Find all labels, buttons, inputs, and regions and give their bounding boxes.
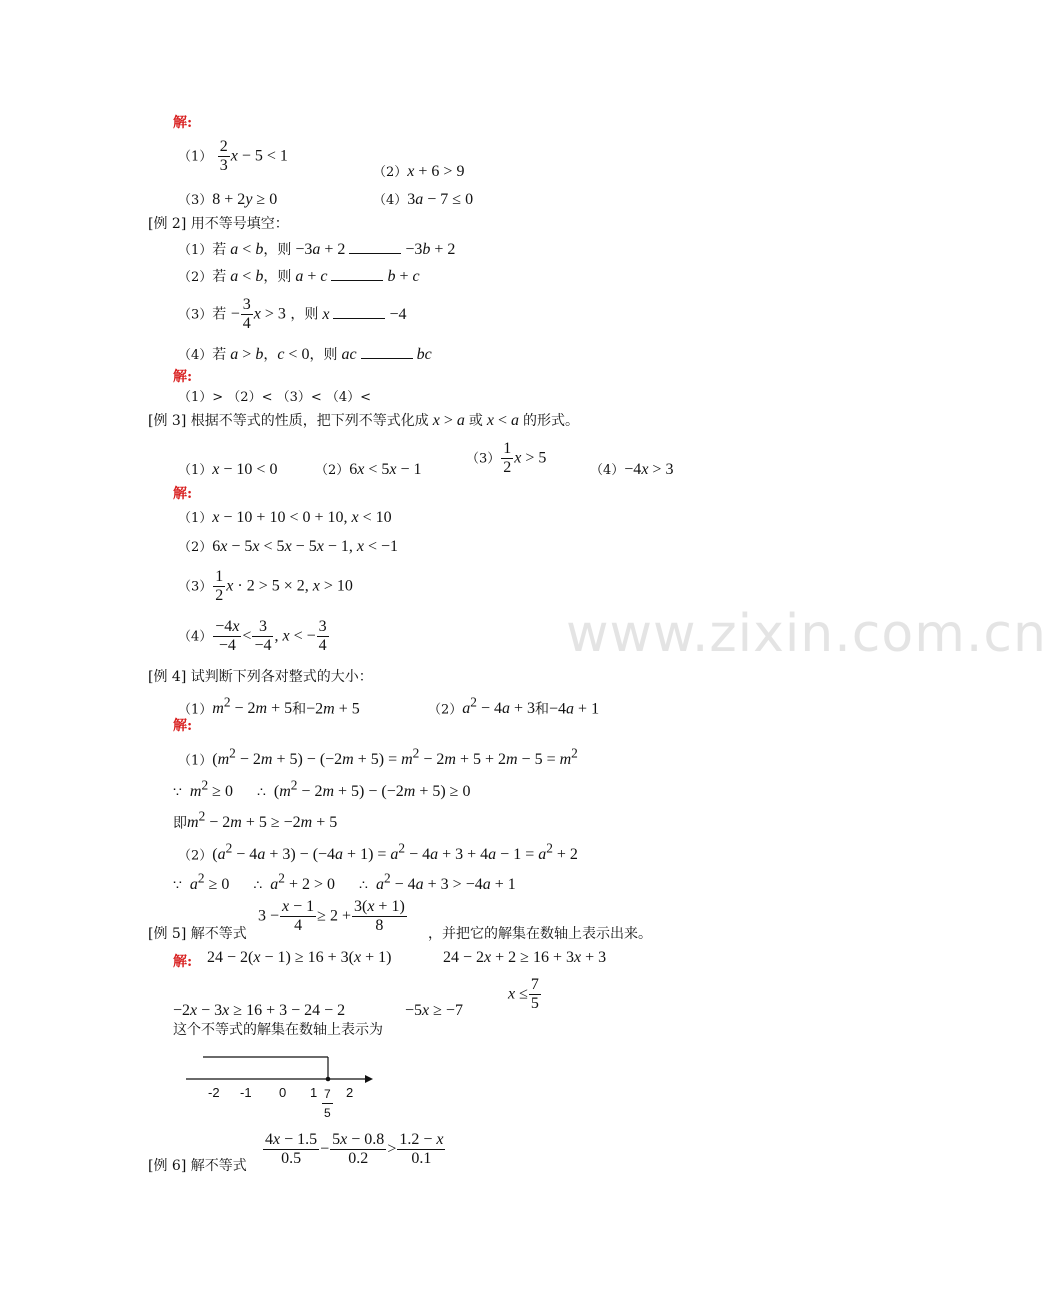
ex5-step-2: 24 − 2x + 2 ≥ 16 + 3x + 3: [443, 949, 607, 966]
ex6-inequality: $\frac{4x - 1.5}{0.5}$ − $\frac{5x - 0.8}{0.2}$ > $\frac{1.2 - x}{0.1}$: [265, 1131, 444, 1167]
tick-label: 2: [346, 1085, 354, 1100]
ex5-inequality: 3 − $\frac{x - 1}{4}$ ≥ 2 + $\frac{3(x + 1)}{8}$: [258, 898, 405, 934]
ex6-title: [例 6] 解不等式: [148, 1158, 247, 1174]
solution-label: 解:: [173, 115, 193, 131]
ex3-item-3: （3） $\frac{1}{2}$ x > 5: [466, 440, 547, 476]
tick-label: -2: [208, 1085, 220, 1100]
ex4-item-1: $(1)m^2 - 2m + 5$和−2m + 5: [178, 695, 360, 718]
ex5-title-end: ，并把它的解集在数轴上表示出来。: [428, 926, 652, 942]
ex2-title: [例 2] 用不等号填空：: [148, 216, 289, 232]
ex5-step-1: 24 − 2(x − 1) ≥ 16 + 3(x + 1): [207, 949, 392, 966]
ex5-step-3: −2x − 3x ≥ 16 + 3 − 24 − 2: [173, 1002, 346, 1019]
ex2-item-4: （4）若 a > b，c < 0，则 ac bc: [178, 346, 432, 363]
solution-label: 解:: [173, 954, 193, 970]
ex4-sol-1c: 即$m^2 - 2m + 5 \ge -2m + 5$: [173, 809, 338, 832]
ex4-sol-1b: ∵ $m^2 \ge 0$ ∴ $(m^2 - 2m + 5) - (-2m + 5) \ge 0$: [173, 778, 471, 801]
solution-label: 解:: [173, 486, 193, 502]
solution-point: [326, 1077, 331, 1082]
ex1-item-2: （2）x + 6 > 9: [373, 163, 465, 180]
ex2-item-3: （3）若 − $\frac{3}{4}$ x > 3 ，则 x −4: [178, 296, 407, 332]
tick-label: 1: [310, 1085, 318, 1100]
ex3-sol-2: （2）6x − 5x < 5x − 5x − 1, x < −1: [178, 538, 398, 555]
ex3-title: [例 3] 根据不等式的性质，把下列不等式化成 x > a 或 x < a 的形式。: [148, 412, 580, 429]
axis-arrow-icon: [365, 1075, 373, 1083]
ex3-item-1: （1）x − 10 < 0: [178, 461, 278, 478]
ex5-step-4: −5x ≥ −7: [405, 1002, 463, 1019]
ex2-item-1: （1）若 a < b，则 −3a + 2 −3b + 2: [178, 241, 456, 258]
ex3-sol-1: （1）x − 10 + 10 < 0 + 10, x < 10: [178, 509, 392, 526]
ex3-item-2: （2）6x < 5x − 1: [315, 461, 422, 478]
point-fraction-label: $\frac{7}{5}$: [324, 1087, 331, 1120]
ex2-item-2: （2）若 a < b，则 a + c b + c: [178, 268, 420, 285]
solution-label: 解:: [173, 718, 193, 734]
ex5-result: x ≤ $\frac{7}{5}$: [508, 976, 539, 1012]
numberline-caption: 这个不等式的解集在数轴上表示为: [173, 1022, 383, 1038]
watermark: www.zixin.com.cn: [566, 604, 1047, 664]
ex4-sol-1: $(1)(m^2 - 2m + 5) - (-2m + 5) = m^2 - 2m + 5 + 2m - 5 = m^2$: [178, 746, 578, 769]
ex4-sol-2b: ∵ $a^2 \ge 0$ ∴ $a^2 + 2 > 0$ ∴ $a^2 - 4a + 3 > -4a + 1$: [173, 871, 516, 894]
ex4-title: [例 4] 试判断下列各对整式的大小：: [148, 669, 373, 685]
ex1-item-4: （4）3a − 7 ≤ 0: [373, 191, 474, 208]
ex3-item-4: （4）−4x > 3: [590, 461, 674, 478]
ex1-item-1: （1） $\frac{2}{3}$ x − 5 < 1: [178, 138, 288, 174]
ex4-item-2: $(2)a^2 - 4a + 3$和−4a + 1: [428, 695, 600, 718]
ex2-answers: （1）> （2）< （3）< （4）<: [178, 390, 372, 405]
ex3-sol-3: （3） $\frac{1}{2}$ x · 2 > 5 × 2, x > 10: [178, 568, 353, 604]
ex3-sol-4: （4） $\frac{-4x}{-4}$ < $\frac{3}{-4}$ , x < − $\frac{3}{4}$: [178, 618, 327, 654]
tick-label: -1: [240, 1085, 252, 1100]
ex5-title: [例 5] 解不等式: [148, 926, 247, 942]
solution-label: 解:: [173, 369, 193, 385]
ex1-item-3: （3）8 + 2y ≥ 0: [178, 191, 278, 208]
tick-label: 0: [279, 1085, 287, 1100]
ex4-sol-2: $(2)(a^2 - 4a + 3) - (-4a + 1) = a^2 - 4a + 3 + 4a - 1 = a^2 + 2$: [178, 841, 578, 864]
